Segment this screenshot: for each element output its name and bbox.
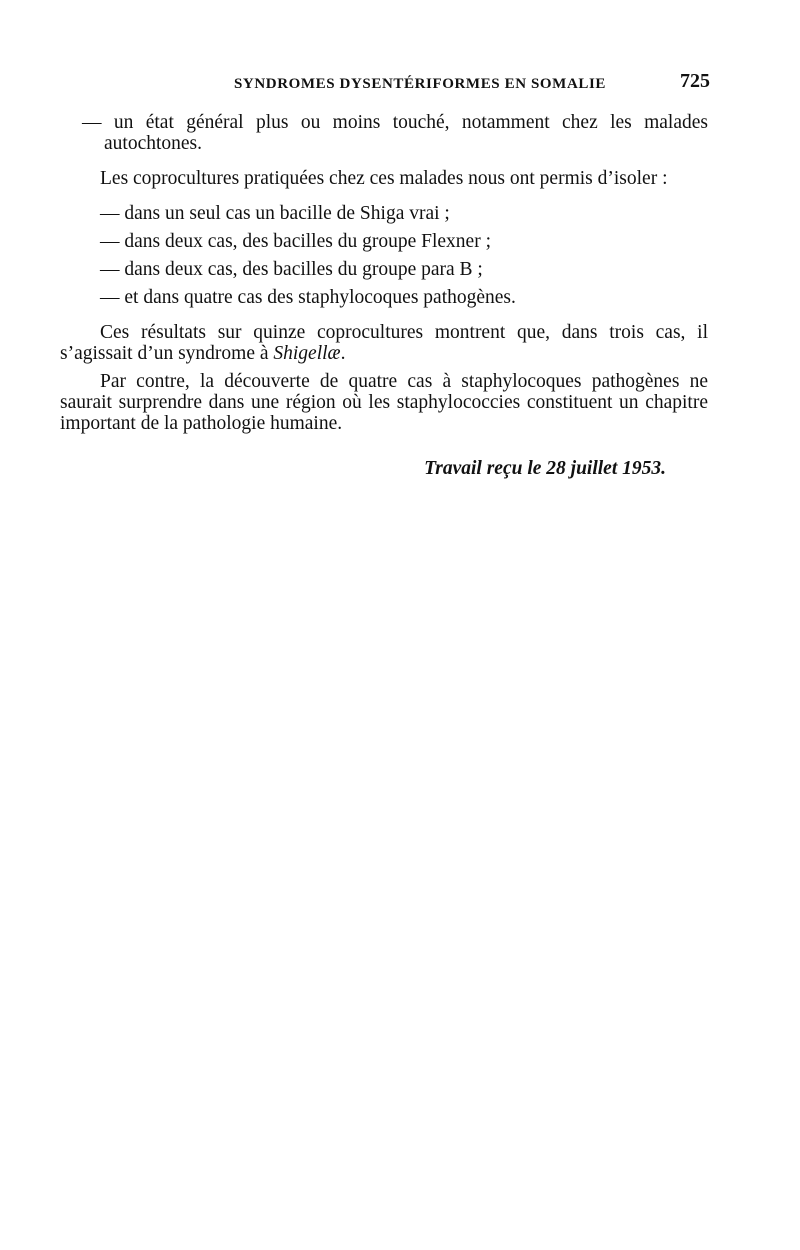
paragraph-general-state: — un état général plus ou moins touché, notamment chez les malades autochtones.: [82, 112, 708, 154]
received-date-note: Travail reçu le 28 juillet 1953.: [424, 458, 666, 479]
running-title: SYNDROMES DYSENTÉRIFORMES EN SOMALIE: [233, 76, 607, 92]
list-item: — et dans quatre cas des staphylocoques pathogènes.: [100, 287, 516, 308]
paragraph-coprocultures: Les coprocultures pratiquées chez ces malades nous ont permis d’isoler :: [100, 168, 668, 189]
shigellae-term: Shigellæ: [273, 343, 341, 364]
running-header: [60, 70, 710, 96]
paragraph-results-end: .: [340, 343, 346, 364]
results-list: [60, 203, 708, 308]
list-item: — dans deux cas, des bacilles du groupe para B ;: [100, 259, 483, 280]
page-number: 725: [680, 70, 710, 92]
paragraph-results-text: Ces résultats sur quinze coprocultures montrent que, dans trois cas, il s’agissait d’un syndrome à: [60, 322, 708, 364]
list-item: — dans deux cas, des bacilles du groupe Flexner ;: [100, 231, 491, 252]
list-item: — dans un seul cas un bacille de Shiga vrai ;: [100, 203, 450, 224]
paragraph-results: [60, 322, 708, 364]
paragraph-staphylococci: Par contre, la découverte de quatre cas à staphylocoques pathogènes ne saurait surprendre dans une région où les staphylococcies constituent un chapitre important de la pathologie humaine.: [60, 371, 708, 434]
body-text: [60, 112, 708, 434]
